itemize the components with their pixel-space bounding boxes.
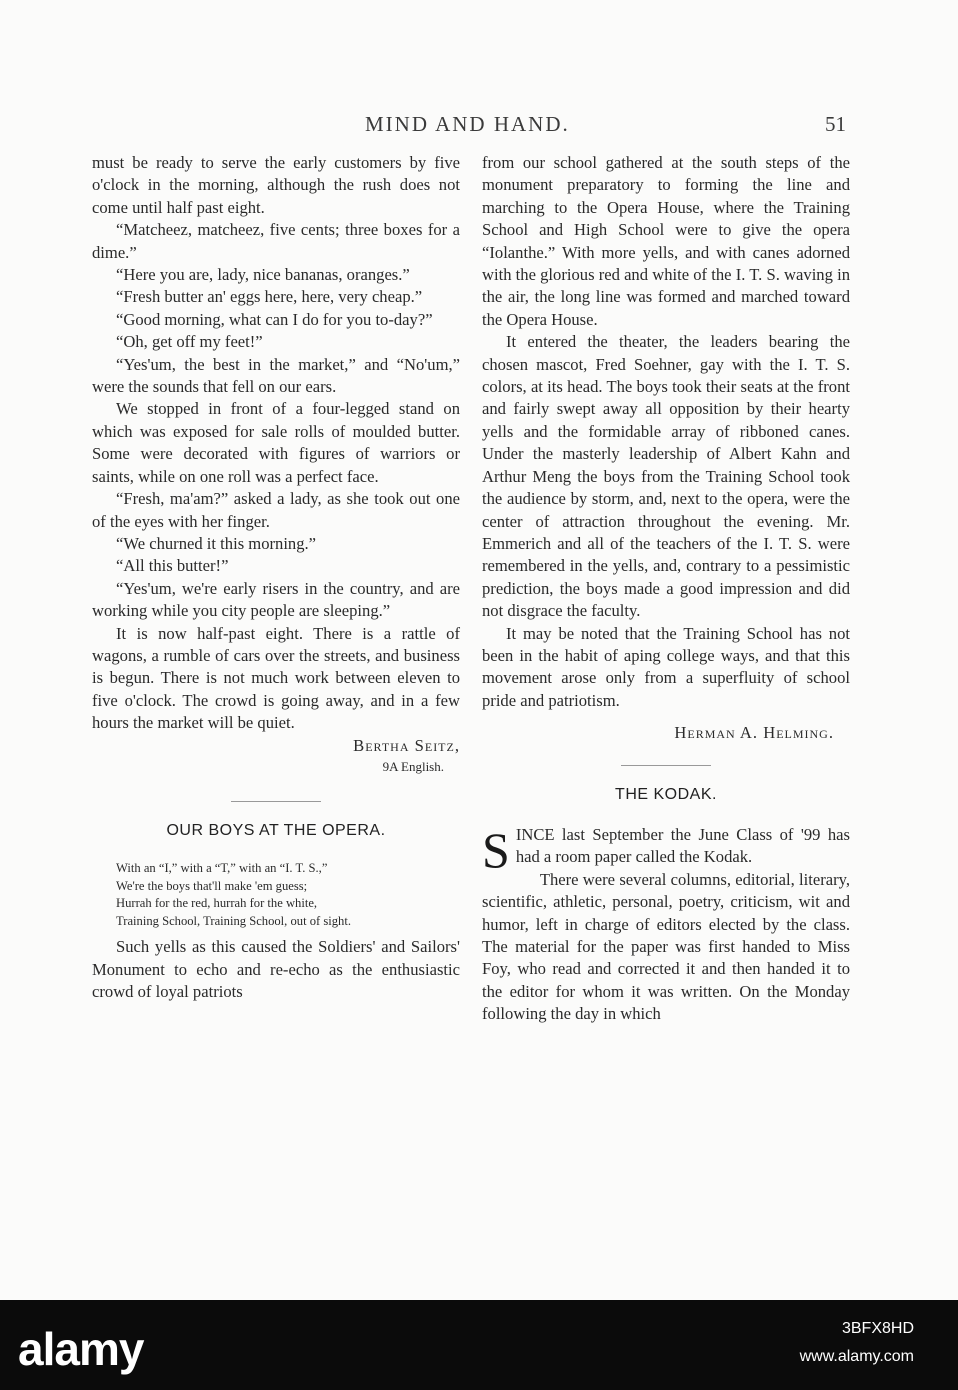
paragraph [482,821,850,878]
verse-line: Hurrah for the red, hurrah for the white, [116,896,318,911]
paragraph: “Yes'um, we're early risers in the country, and are working while you city people are sleeping.” [92,578,460,621]
verse-line: With an “I,” with a “T,” with an “I. T. S.,” [116,861,328,876]
paragraph: “Fresh butter an' eggs here, here, very cheap.” [116,287,423,307]
paragraph: from our school gathered at the south steps of the monument preparatory to forming the line and marching to the Opera House, where the Training School and High School were to give the opera “Iolanthe.” With more yells, and with canes adorned with the glorious red and white of the I. T. S. waving in the air, the long line was formed and marched toward the Opera House. [482,153,850,329]
paragraph: “Here you are, lady, nice bananas, oranges.” [116,265,410,285]
author-class: 9A English. [382,758,444,774]
article-heading: OUR BOYS AT THE OPERA. [166,821,386,839]
paragraph: It is now half-past eight. There is a rattle of wagons, a rumble of cars over the streets, and business is begun. There is not much work between eleven to five o'clock. The crowd is going away, and in a few hours the market will be quiet. [92,623,460,733]
article-heading: THE KODAK. [615,785,717,803]
left-column [92,152,460,1004]
paragraph: must be ready to serve the early customers by five o'clock in the morning, although the rush does not come until half past eight. [92,153,460,217]
verse-line: Training School, Training School, out of sight. [116,913,351,928]
verse-line: We're the boys that'll make 'em guess; [116,878,308,893]
author-signature: Bertha Seitz, [353,735,460,755]
verse-block [116,860,460,930]
paragraph: “We churned it this morning.” [116,533,317,553]
page-number: 51 [825,112,846,136]
drop-cap: S [482,821,510,878]
image-code: 3BFX8HD [841,1320,914,1337]
paragraph: “Good morning, what can I do for you to-day?” [116,309,433,329]
running-header [0,108,958,138]
paragraph: “Fresh, ma'am?” asked a lady, as she took out one of the eyes with her finger. [92,489,460,531]
paragraph: There were several columns, editorial, literary, scientific, athletic, personal, poetry, criticism, wit and humor, left in charge of editors elected by the class. The material for the paper was first handed to Miss Foy, who read and corrected it and then handed it to the editor for whom it was written. On the Monday following the day in which [482,869,850,1024]
paragraph: It entered the theater, the leaders bearing the chosen mascot, Fred Soehner, gay with the I. T. S. colors, at its head. The boys took their seats at the front and fairly swept away all opposition by their hearty yells and the formidable array of ribboned canes. Under the masterly leadership of Albert Kahn and Arthur Meng the boys from the Training School took the audience by storm, and, next to the opera, were the center of attraction throughout the evening. Mr. Emmerich and all of the teachers of the I. T. S. were remembered in the yells, and, contrary to a pessimistic prediction, the boys made a good impression and did not disgrace the faculty. [482,332,850,621]
section-divider [231,801,321,802]
section-divider [621,765,711,766]
journal-title: MIND AND HAND. [365,112,570,136]
paragraph: Such yells as this caused the Soldiers' and Sailors' Monument to echo and re-echo as the enthusiastic crowd of loyal patriots [92,937,460,1002]
right-column [482,152,850,1026]
alamy-logo: alamy [18,1323,144,1375]
paragraph: “All this butter!” [116,556,229,576]
paragraph-text: INCE last September the June Class of '99 has had a room paper called the Kodak. [515,824,850,867]
paragraph: It may be noted that the Training School has not been in the habit of aping college ways, and that this movement arose only from a superfluity of school pride and patriotism. [482,623,850,710]
paragraph: We stopped in front of a four-legged stand on which was exposed for sale rolls of moulded butter. Some were decorated with figures of warriors or saints, while on one roll was a perfect face. [92,399,460,486]
paragraph: “Yes'um, the best in the market,” and “No'um,” were the sounds that fell on our ears. [92,354,460,397]
author-signature: Herman A. Helming. [674,723,834,743]
paragraph: “Matcheez, matcheez, five cents; three boxes for a dime.” [92,220,460,262]
watermark-banner [0,1300,958,1390]
paragraph: “Oh, get off my feet!” [116,332,263,352]
watermark-url: www.alamy.com [799,1348,914,1365]
